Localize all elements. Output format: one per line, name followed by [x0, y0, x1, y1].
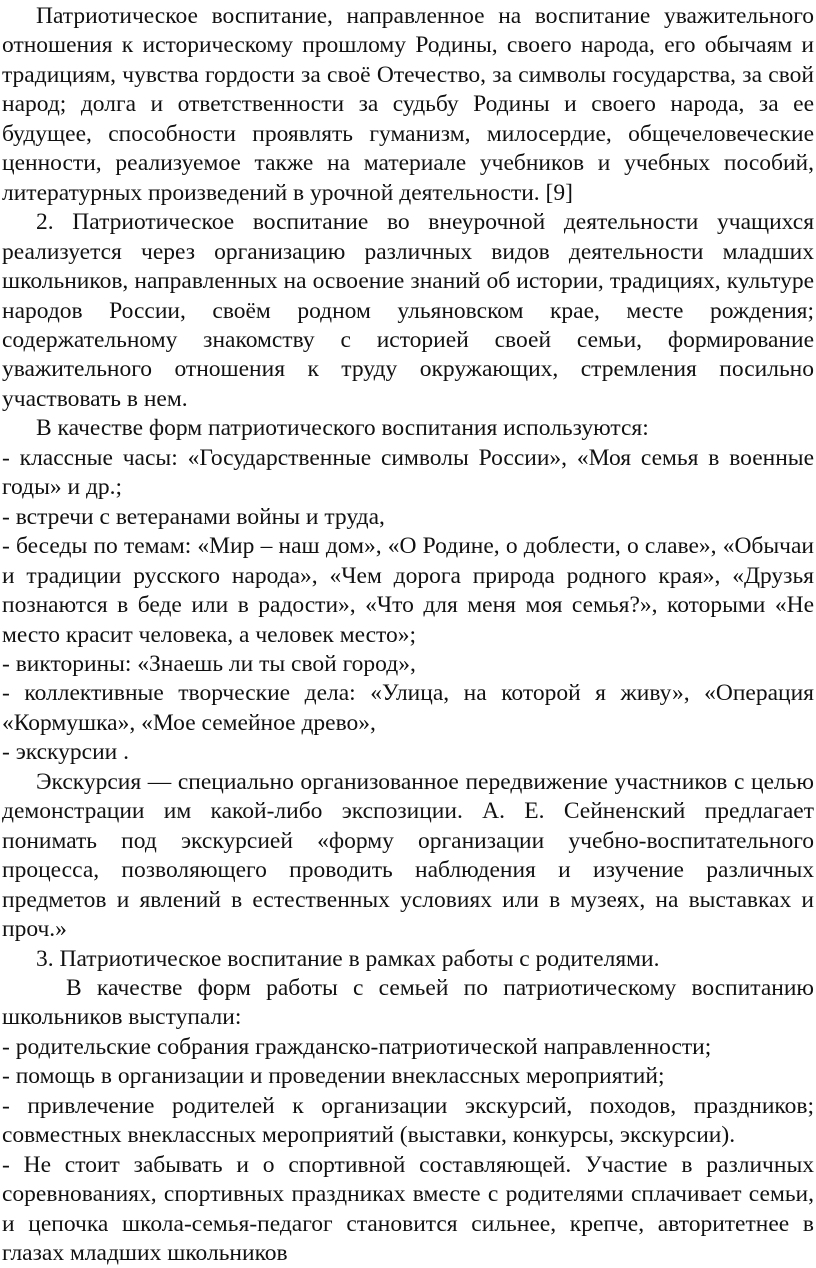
list-item-parent-meetings: - родительские собрания гражданско-патриотической направленности; — [2, 1033, 712, 1060]
paragraph-parents-work: 3. Патриотическое воспитание в рамках работы с родителями. — [36, 945, 660, 972]
list-item-excursions: - экскурсии . — [2, 739, 129, 766]
list-item-veteran-meetings: - встречи с ветеранами войны и труда, — [2, 503, 385, 530]
paragraph-family-forms-intro: В качестве форм работы с семьей по патриотическому воспитанию школьников выступали: — [2, 974, 814, 1031]
paragraph-extracurricular-activity: 2. Патриотическое воспитание во внеурочной деятельности учащихся реализуется через организацию различных видов деятельности младших школьников, направленных на освоение знаний об истории, традициях, культуре народов России, своём родном ульяновском крае, месте рождения; содержательному знакомству с историей своей семьи, формирование уважительного отношения к труду окружающих, стремления посильно участвовать в нем. — [2, 209, 814, 412]
list-item-quizzes: - викторины: «Знаешь ли ты свой город», — [2, 650, 416, 677]
paragraph-patriotic-lesson-education: Патриотическое воспитание, направленное на воспитание уважительного отношения к историческому прошлому Родины, своего народа, его обычаям и традициям, чувства гордости за своё Отечество, за символы государства, за свой народ; долга и ответственности за судьбу Родины и своего народа, за ее будущее, способности проявлять гуманизм, милосердие, общечеловеческие ценности, реализуемое также на материале учебников и учебных пособий, литературных произведений в урочной деятельности. [9] — [2, 3, 814, 206]
paragraph-excursion-definition: Экскурсия — специально организованное передвижение участников с целью демонстрации им какой-либо экспозиции. А. Е. Сейненский предлагает понимать под экскурсией «форму организации учебно-воспитательного процесса, позволяющего проводить наблюдения и изучение различных предметов и явлений в естественных условиях или в музеях, на выставках и проч.» — [2, 768, 814, 943]
list-item-class-hours: - классные часы: «Государственные символы России», «Моя семья в военные годы» и др.; — [2, 444, 814, 501]
list-item-sports-component: - Не стоит забывать и о спортивной составляющей. Участие в различных соревнованиях, спортивных праздниках вместе с родителями сплачивает семьи, и цепочка школа-семья-педагог становится сильнее, крепче, авторитетнее в глазах младших школьников — [2, 1151, 814, 1267]
list-item-collective-projects: - коллективные творческие дела: «Улица, на которой я живу», «Операция «Кормушка», «Мое семейное древо», — [2, 680, 814, 736]
list-item-involving-parents: - привлечение родителей к организации экскурсий, походов, праздников; совместных внеклассных мероприятий (выставки, конкурсы, экскурсии). — [2, 1092, 814, 1149]
list-item-conversations: - беседы по темам: «Мир – наш дом», «О Родине, о доблести, о славе», «Обычаи и традиции русского народа», «Чем дорога природа родного края», «Друзья познаются в беде или в радости», «Что для меня моя семья?», которыми «Не место красит человека, а человек место»; — [2, 533, 814, 648]
paragraph-forms-intro: В качестве форм патриотического воспитания используются: — [36, 415, 649, 442]
list-item-help-organizing: - помощь в организации и проведении внеклассных мероприятий; — [2, 1063, 665, 1090]
